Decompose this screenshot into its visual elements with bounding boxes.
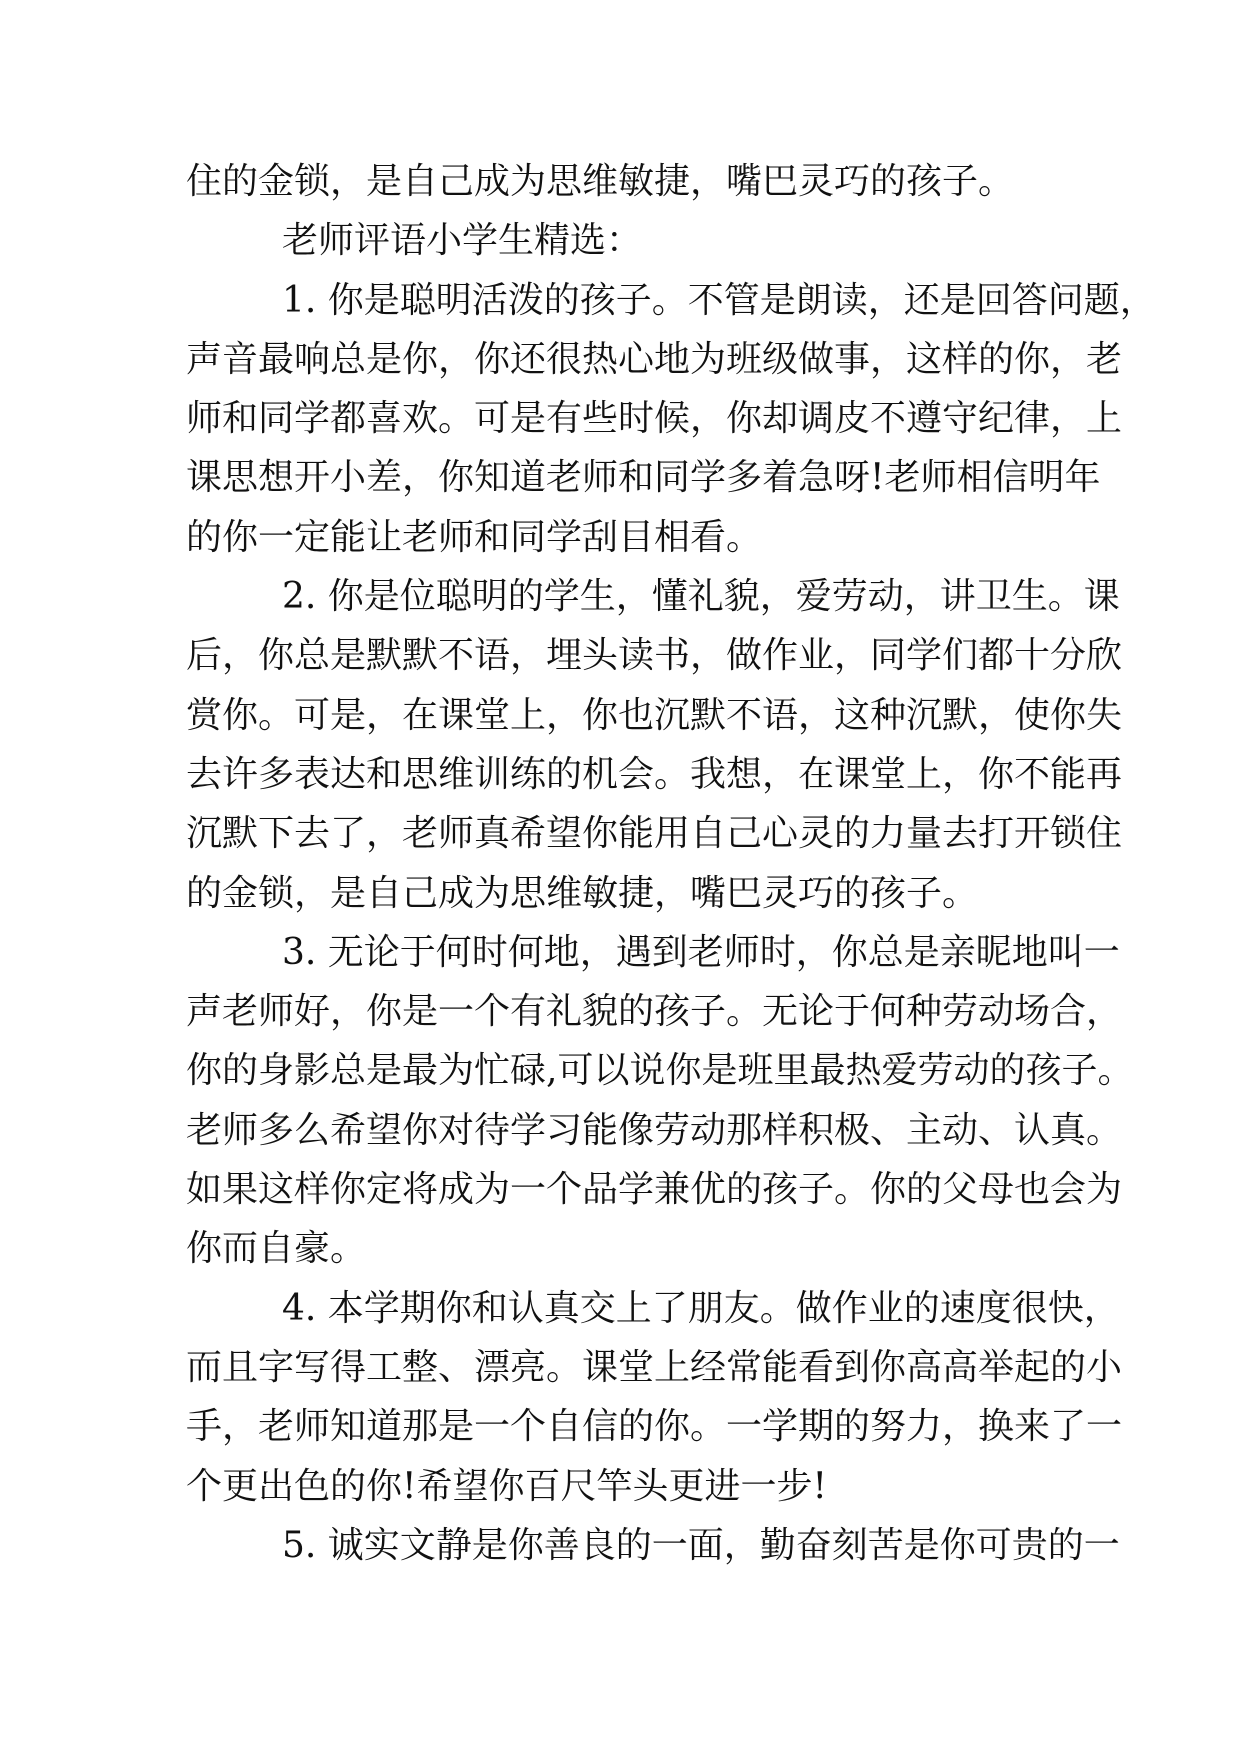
text-line: 5. 诚实文静是你善良的一面，勤奋刻苦是你可贵的一 [282,1524,1120,1566]
text-line: 住的金锁，是自己成为思维敏捷，嘴巴灵巧的孩子。 [186,161,1015,202]
text-line: 3. 无论于何时何地，遇到老师时，你总是亲昵地叫一 [282,931,1120,973]
document-body [186,152,1156,1575]
comment-paragraph-4 [186,1279,1123,1516]
text-line: 而且字写得工整、漂亮。课堂上经常能看到你高高举起的小 [186,1346,1123,1388]
text-line: 1. 你是聪明活泼的孩子。不管是朗读，还是回答问题， [282,279,1156,321]
text-line: 后，你总是默默不语，埋头读书，做作业，同学们都十分欣 [186,635,1123,677]
text-line: 2. 你是位聪明的学生，懂礼貌，爱劳动，讲卫生。课 [282,576,1120,618]
text-line: 声老师好，你是一个有礼貌的孩子。无论于何种劳动场合， [186,991,1123,1033]
text-line: 课思想开小差，你知道老师和同学多着急呀!老师相信明年 [186,457,1101,499]
comment-paragraph-2 [186,567,1123,923]
section-heading [186,211,1056,270]
text-line: 你而自豪。 [186,1228,367,1270]
text-line: 你的身影总是最为忙碌,可以说你是班里最热爱劳动的孩子。 [186,1050,1134,1092]
text-line: 老师评语小学生精选： [282,220,643,262]
text-line: 手，老师知道那是一个自信的你。一学期的努力，换来了一 [186,1406,1123,1448]
text-line: 的你一定能让老师和同学刮目相看。 [186,516,763,558]
text-line: 老师多么希望你对待学习能像劳动那样积极、主动、认真。 [186,1109,1123,1151]
text-line: 4. 本学期你和认真交上了朋友。做作业的速度很快， [282,1287,1120,1329]
text-line: 师和同学都喜欢。可是有些时候，你却调皮不遵守纪律，上 [186,398,1123,440]
text-line: 沉默下去了，老师真希望你能用自己心灵的力量去打开锁住 [186,813,1123,855]
text-line: 赏你。可是，在课堂上，你也沉默不语，这种沉默，使你失 [186,694,1123,736]
paragraph-continuation [186,152,1056,211]
comment-paragraph-5 [186,1516,1120,1575]
comment-paragraph-3 [186,923,1134,1279]
text-line: 去许多表达和思维训练的机会。我想，在课堂上，你不能再 [186,753,1123,795]
text-line: 如果这样你定将成为一个品学兼优的孩子。你的父母也会为 [186,1169,1123,1211]
comment-paragraph-1 [186,271,1156,567]
text-line: 个更出色的你!希望你百尺竿头更进一步! [186,1465,827,1507]
text-line: 的金锁，是自己成为思维敏捷，嘴巴灵巧的孩子。 [186,872,979,914]
text-line: 声音最响总是你，你还很热心地为班级做事，这样的你，老 [186,338,1123,380]
